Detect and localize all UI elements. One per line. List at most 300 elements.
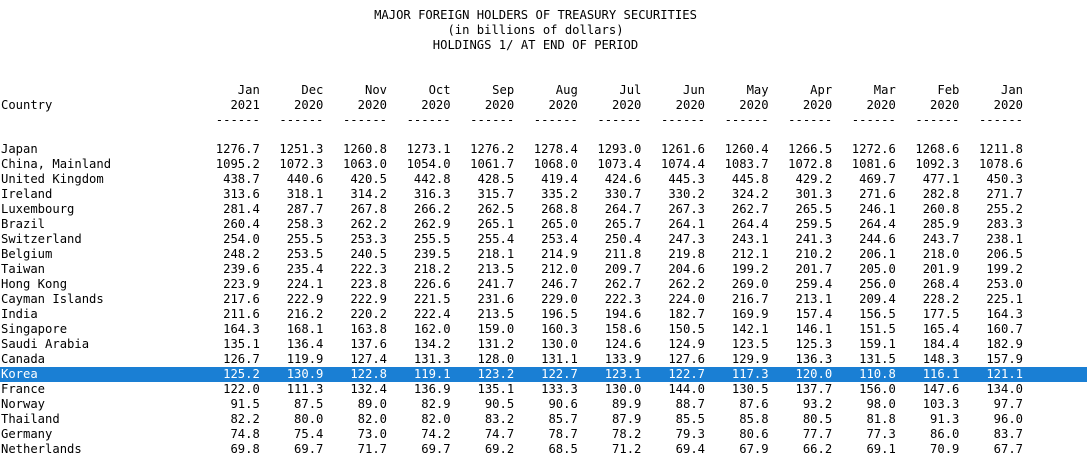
holding-value: 124.9 xyxy=(668,337,705,351)
holding-value: 162.0 xyxy=(413,322,451,336)
holding-value: 121.1 xyxy=(986,367,1023,381)
country-name: Saudi Arabia xyxy=(1,337,90,351)
holding-value: 85.8 xyxy=(739,412,769,426)
holding-value: 69.8 xyxy=(230,442,260,456)
holding-value: 1272.6 xyxy=(851,142,896,156)
holding-value: 83.2 xyxy=(484,412,515,426)
holding-value: 262.9 xyxy=(413,217,451,231)
holding-value: 134.0 xyxy=(986,382,1023,396)
holding-value: 255.5 xyxy=(286,232,324,246)
holding-value: 240.5 xyxy=(350,247,387,261)
holding-value: 218.0 xyxy=(922,247,960,261)
holding-value: 1095.2 xyxy=(215,157,260,171)
column-separator: ------ xyxy=(406,113,451,127)
holding-value: 445.3 xyxy=(668,172,705,186)
holding-value: 269.0 xyxy=(731,277,769,291)
holding-value: 316.3 xyxy=(413,187,451,201)
holding-value: 125.3 xyxy=(795,337,833,351)
country-name: Netherlands xyxy=(1,442,82,456)
holding-value: 168.1 xyxy=(286,322,324,336)
country-name: Cayman Islands xyxy=(1,292,104,306)
holding-value: 134.2 xyxy=(413,337,451,351)
column-header-month: May xyxy=(746,83,769,97)
country-name: United Kingdom xyxy=(1,172,104,186)
holding-value: 428.5 xyxy=(477,172,515,186)
holding-value: 255.2 xyxy=(986,202,1023,216)
holding-value: 1266.5 xyxy=(788,142,833,156)
holding-value: 330.7 xyxy=(604,187,642,201)
column-header-month: Jan xyxy=(1000,83,1023,97)
holding-value: 117.3 xyxy=(731,367,769,381)
holding-value: 243.1 xyxy=(731,232,769,246)
column-header xyxy=(391,83,451,128)
column-separator: ------ xyxy=(470,113,515,127)
country-name: Brazil xyxy=(1,217,46,231)
holding-value: 1278.4 xyxy=(533,142,578,156)
column-separator: ------ xyxy=(660,113,705,127)
holding-value: 71.2 xyxy=(612,442,642,456)
title-units: (in billions of dollars) xyxy=(447,23,624,37)
table-row[interactable] xyxy=(0,277,1087,292)
holding-value: 82.2 xyxy=(230,412,260,426)
column-separator: ------ xyxy=(851,113,896,127)
column-header-year: 2020 xyxy=(421,98,451,112)
holding-value: 91.3 xyxy=(930,412,960,426)
holding-value: 157.9 xyxy=(986,352,1023,366)
column-header xyxy=(963,83,1023,128)
holding-value: 68.5 xyxy=(548,442,578,456)
column-separator: ------ xyxy=(724,113,769,127)
holding-value: 209.4 xyxy=(859,292,896,306)
holding-value: 1268.6 xyxy=(915,142,960,156)
holding-value: 217.6 xyxy=(223,292,260,306)
column-separator: ------ xyxy=(915,113,960,127)
holding-value: 253.3 xyxy=(350,232,387,246)
holding-value: 131.2 xyxy=(477,337,515,351)
holding-value: 169.9 xyxy=(731,307,769,321)
holding-value: 265.7 xyxy=(604,217,642,231)
holding-value: 130.5 xyxy=(731,382,769,396)
holding-value: 264.1 xyxy=(668,217,705,231)
country-name: Hong Kong xyxy=(1,277,68,291)
column-header-year: 2020 xyxy=(294,98,324,112)
holding-value: 222.3 xyxy=(350,262,387,276)
holding-value: 159.1 xyxy=(859,337,896,351)
column-separator: ------ xyxy=(342,113,387,127)
holding-value: 136.4 xyxy=(286,337,324,351)
holding-value: 424.6 xyxy=(604,172,642,186)
holding-value: 137.7 xyxy=(795,382,833,396)
holding-value: 164.3 xyxy=(223,322,260,336)
column-header xyxy=(899,83,959,128)
holding-value: 216.2 xyxy=(286,307,324,321)
holding-value: 87.5 xyxy=(294,397,324,411)
holding-value: 69.4 xyxy=(675,442,705,456)
holding-value: 1261.6 xyxy=(660,142,705,156)
holding-value: 205.0 xyxy=(859,262,896,276)
holding-value: 231.6 xyxy=(477,292,515,306)
holding-value: 131.1 xyxy=(541,352,578,366)
table-row[interactable] xyxy=(0,142,1087,157)
holding-value: 196.5 xyxy=(541,307,578,321)
table-row[interactable] xyxy=(0,427,1087,442)
holding-value: 83.7 xyxy=(993,427,1023,441)
holding-value: 268.8 xyxy=(541,202,578,216)
holding-value: 265.0 xyxy=(541,217,578,231)
holding-value: 129.9 xyxy=(731,352,769,366)
holding-value: 77.7 xyxy=(802,427,833,441)
column-separator: ------ xyxy=(215,113,260,127)
column-header-year: 2020 xyxy=(548,98,578,112)
holding-value: 224.1 xyxy=(286,277,324,291)
holding-value: 137.6 xyxy=(350,337,387,351)
holding-value: 66.2 xyxy=(802,442,833,456)
holding-value: 260.4 xyxy=(223,217,260,231)
holding-value: 248.2 xyxy=(223,247,260,261)
holding-value: 211.8 xyxy=(604,247,642,261)
column-header-month: Jan xyxy=(237,83,260,97)
holding-value: 419.4 xyxy=(541,172,578,186)
table-row-selected[interactable] xyxy=(0,367,1087,382)
holding-value: 67.7 xyxy=(993,442,1023,456)
table-row[interactable] xyxy=(0,292,1087,307)
holding-value: 282.8 xyxy=(922,187,960,201)
table-row[interactable] xyxy=(0,397,1087,412)
holding-value: 1081.6 xyxy=(851,157,896,171)
holding-value: 157.4 xyxy=(795,307,833,321)
country-name: France xyxy=(1,382,46,396)
column-header xyxy=(836,83,896,128)
country-name: Switzerland xyxy=(1,232,82,246)
column-header-month: Jul xyxy=(619,83,642,97)
column-header-month: Sep xyxy=(492,83,515,97)
table-row[interactable] xyxy=(0,217,1087,232)
holding-value: 450.3 xyxy=(986,172,1023,186)
holding-value: 151.5 xyxy=(859,322,896,336)
country-name: Taiwan xyxy=(1,262,46,276)
holding-value: 262.2 xyxy=(668,277,705,291)
holding-value: 1054.0 xyxy=(406,157,451,171)
holding-value: 70.9 xyxy=(930,442,960,456)
holding-value: 78.2 xyxy=(612,427,642,441)
holding-value: 469.7 xyxy=(859,172,896,186)
country-name: Thailand xyxy=(1,412,60,426)
table-row[interactable] xyxy=(0,352,1087,367)
holding-value: 120.0 xyxy=(795,367,833,381)
holding-value: 330.2 xyxy=(668,187,705,201)
column-header-month: Oct xyxy=(428,83,451,97)
holding-value: 1260.8 xyxy=(342,142,387,156)
holding-value: 126.7 xyxy=(223,352,260,366)
column-header xyxy=(581,83,641,128)
holding-value: 313.6 xyxy=(223,187,260,201)
holding-value: 73.0 xyxy=(357,427,387,441)
holding-value: 204.6 xyxy=(668,262,705,276)
holding-value: 201.9 xyxy=(922,262,960,276)
holding-value: 80.5 xyxy=(802,412,833,426)
table-row[interactable] xyxy=(0,187,1087,202)
holding-value: 127.6 xyxy=(668,352,705,366)
column-header-year: 2020 xyxy=(357,98,387,112)
holding-value: 146.1 xyxy=(795,322,833,336)
holding-value: 122.0 xyxy=(223,382,260,396)
holding-value: 255.5 xyxy=(413,232,451,246)
holding-value: 1092.3 xyxy=(915,157,960,171)
holding-value: 477.1 xyxy=(922,172,960,186)
holding-value: 130.0 xyxy=(541,337,578,351)
holding-value: 219.8 xyxy=(668,247,705,261)
column-header xyxy=(327,83,387,128)
holding-value: 212.0 xyxy=(541,262,578,276)
column-header xyxy=(454,83,514,128)
holding-value: 182.7 xyxy=(668,307,705,321)
column-header-month: Nov xyxy=(364,83,387,97)
country-name: Ireland xyxy=(1,187,53,201)
holding-value: 222.9 xyxy=(286,292,324,306)
holding-value: 256.0 xyxy=(859,277,896,291)
holding-value: 267.8 xyxy=(350,202,387,216)
holding-value: 220.2 xyxy=(350,307,387,321)
holding-value: 144.0 xyxy=(668,382,705,396)
holding-value: 69.1 xyxy=(866,442,896,456)
holding-value: 1251.3 xyxy=(279,142,324,156)
holding-value: 438.7 xyxy=(223,172,260,186)
holding-value: 74.2 xyxy=(421,427,451,441)
holding-value: 93.2 xyxy=(802,397,833,411)
holding-value: 159.0 xyxy=(477,322,515,336)
holding-value: 158.6 xyxy=(604,322,642,336)
holding-value: 267.3 xyxy=(668,202,705,216)
holding-value: 82.0 xyxy=(421,412,451,426)
holding-value: 199.2 xyxy=(986,262,1023,276)
holding-value: 206.1 xyxy=(859,247,896,261)
holding-value: 156.0 xyxy=(859,382,896,396)
column-header-year: 2020 xyxy=(739,98,769,112)
holding-value: 214.9 xyxy=(541,247,578,261)
column-separator: ------ xyxy=(597,113,642,127)
holding-value: 80.0 xyxy=(294,412,324,426)
holding-value: 226.6 xyxy=(413,277,451,291)
column-header-year: 2020 xyxy=(612,98,642,112)
holding-value: 224.0 xyxy=(668,292,705,306)
table-row[interactable] xyxy=(0,232,1087,247)
holding-value: 301.3 xyxy=(795,187,833,201)
holding-value: 1276.7 xyxy=(215,142,260,156)
holding-value: 210.2 xyxy=(795,247,833,261)
holding-value: 265.5 xyxy=(795,202,833,216)
holding-value: 324.2 xyxy=(731,187,769,201)
holding-value: 244.6 xyxy=(859,232,896,246)
holding-value: 239.6 xyxy=(223,262,260,276)
holding-value: 1273.1 xyxy=(406,142,451,156)
holding-value: 122.7 xyxy=(541,367,578,381)
column-header xyxy=(263,83,323,128)
column-header-month: Feb xyxy=(937,83,960,97)
holding-value: 222.9 xyxy=(350,292,387,306)
holding-value: 271.6 xyxy=(859,187,896,201)
holding-value: 1061.7 xyxy=(470,157,515,171)
holding-value: 156.5 xyxy=(859,307,896,321)
holding-value: 82.0 xyxy=(357,412,387,426)
table-row[interactable] xyxy=(0,412,1087,427)
holding-value: 124.6 xyxy=(604,337,642,351)
holding-value: 250.4 xyxy=(604,232,642,246)
holding-value: 213.1 xyxy=(795,292,833,306)
holding-value: 160.7 xyxy=(986,322,1023,336)
holding-value: 119.9 xyxy=(286,352,324,366)
column-header xyxy=(645,83,705,128)
holding-value: 160.3 xyxy=(541,322,578,336)
holding-value: 85.7 xyxy=(548,412,578,426)
holding-value: 103.3 xyxy=(922,397,960,411)
holding-value: 165.4 xyxy=(922,322,960,336)
holding-value: 260.8 xyxy=(922,202,960,216)
column-header xyxy=(200,83,260,128)
holding-value: 85.5 xyxy=(675,412,705,426)
holding-value: 164.3 xyxy=(986,307,1023,321)
holding-value: 199.2 xyxy=(731,262,769,276)
holding-value: 1293.0 xyxy=(597,142,642,156)
holding-value: 206.5 xyxy=(986,247,1023,261)
holding-value: 223.8 xyxy=(350,277,387,291)
holding-value: 216.7 xyxy=(731,292,769,306)
holding-value: 136.3 xyxy=(795,352,833,366)
holding-value: 90.6 xyxy=(548,397,578,411)
holding-value: 82.9 xyxy=(421,397,451,411)
holding-value: 246.1 xyxy=(859,202,896,216)
holding-value: 81.8 xyxy=(866,412,896,426)
table-row[interactable] xyxy=(0,337,1087,352)
table-row[interactable] xyxy=(0,202,1087,217)
table-row[interactable] xyxy=(0,262,1087,277)
holding-value: 266.2 xyxy=(413,202,451,216)
holding-value: 253.5 xyxy=(286,247,324,261)
holding-value: 285.9 xyxy=(922,217,960,231)
holding-value: 125.2 xyxy=(223,367,260,381)
holding-value: 281.4 xyxy=(223,202,260,216)
column-separator: ------ xyxy=(788,113,833,127)
holding-value: 69.7 xyxy=(294,442,324,456)
holding-value: 258.3 xyxy=(286,217,324,231)
holding-value: 78.7 xyxy=(548,427,578,441)
holding-value: 255.4 xyxy=(477,232,515,246)
holding-value: 287.7 xyxy=(286,202,324,216)
holding-value: 122.8 xyxy=(350,367,387,381)
holding-value: 119.1 xyxy=(413,367,451,381)
holding-value: 222.4 xyxy=(413,307,451,321)
holding-value: 1074.4 xyxy=(660,157,705,171)
holding-value: 1072.8 xyxy=(788,157,833,171)
holding-value: 262.7 xyxy=(731,202,769,216)
column-header-year: 2020 xyxy=(993,98,1023,112)
holding-value: 212.1 xyxy=(731,247,769,261)
table-row[interactable] xyxy=(0,322,1087,337)
holding-value: 74.7 xyxy=(484,427,515,441)
holding-value: 89.0 xyxy=(357,397,387,411)
country-name: Japan xyxy=(1,142,38,156)
holding-value: 1276.2 xyxy=(470,142,515,156)
holding-value: 218.2 xyxy=(413,262,451,276)
table-row[interactable] xyxy=(0,382,1087,397)
holding-value: 150.5 xyxy=(668,322,705,336)
column-header-year: 2020 xyxy=(802,98,833,112)
holding-value: 264.7 xyxy=(604,202,642,216)
column-header-year: 2021 xyxy=(230,98,260,112)
holding-value: 259.5 xyxy=(795,217,833,231)
holding-value: 98.0 xyxy=(866,397,896,411)
holding-value: 253.0 xyxy=(986,277,1023,291)
holding-value: 218.1 xyxy=(477,247,515,261)
table-row[interactable] xyxy=(0,172,1087,187)
holding-value: 86.0 xyxy=(930,427,960,441)
column-header-year: 2020 xyxy=(866,98,896,112)
holding-value: 133.9 xyxy=(604,352,642,366)
holding-value: 1083.7 xyxy=(724,157,769,171)
holding-value: 77.3 xyxy=(866,427,896,441)
holding-value: 283.3 xyxy=(986,217,1023,231)
holding-value: 253.4 xyxy=(541,232,578,246)
holding-value: 87.6 xyxy=(739,397,769,411)
holding-value: 213.5 xyxy=(477,307,515,321)
holding-value: 247.3 xyxy=(668,232,705,246)
holding-value: 111.3 xyxy=(286,382,324,396)
holding-value: 79.3 xyxy=(675,427,705,441)
holding-value: 264.4 xyxy=(859,217,896,231)
holding-value: 315.7 xyxy=(477,187,515,201)
report-title xyxy=(0,8,1071,53)
table-row[interactable] xyxy=(0,307,1087,322)
holding-value: 90.5 xyxy=(484,397,515,411)
country-name: India xyxy=(1,307,38,321)
column-header-month: Apr xyxy=(810,83,833,97)
holding-value: 75.4 xyxy=(294,427,324,441)
holding-value: 445.8 xyxy=(731,172,769,186)
holding-value: 135.1 xyxy=(477,382,515,396)
holding-value: 148.3 xyxy=(922,352,960,366)
holding-value: 241.3 xyxy=(795,232,833,246)
holding-value: 80.6 xyxy=(739,427,769,441)
holding-value: 177.5 xyxy=(922,307,960,321)
holding-value: 201.7 xyxy=(795,262,833,276)
holding-value: 429.2 xyxy=(795,172,833,186)
holding-value: 271.7 xyxy=(986,187,1023,201)
table-row[interactable] xyxy=(0,157,1087,172)
column-header xyxy=(518,83,578,128)
holding-value: 69.7 xyxy=(421,442,451,456)
holding-value: 211.6 xyxy=(223,307,260,321)
holding-value: 116.1 xyxy=(922,367,960,381)
holding-value: 97.7 xyxy=(993,397,1023,411)
table-row[interactable] xyxy=(0,247,1087,262)
holding-value: 67.9 xyxy=(739,442,769,456)
holding-value: 262.2 xyxy=(350,217,387,231)
holding-value: 91.5 xyxy=(230,397,260,411)
holding-value: 314.2 xyxy=(350,187,387,201)
holding-value: 1073.4 xyxy=(597,157,642,171)
holding-value: 442.8 xyxy=(413,172,451,186)
holding-value: 135.1 xyxy=(223,337,260,351)
holding-value: 194.6 xyxy=(604,307,642,321)
column-header-month: Mar xyxy=(873,83,896,97)
holding-value: 254.0 xyxy=(223,232,260,246)
holding-value: 259.4 xyxy=(795,277,833,291)
holding-value: 235.4 xyxy=(286,262,324,276)
country-name: Germany xyxy=(1,427,53,441)
holding-value: 96.0 xyxy=(993,412,1023,426)
column-header-country: Country xyxy=(1,98,53,112)
holding-value: 241.7 xyxy=(477,277,515,291)
column-separator: ------ xyxy=(533,113,578,127)
